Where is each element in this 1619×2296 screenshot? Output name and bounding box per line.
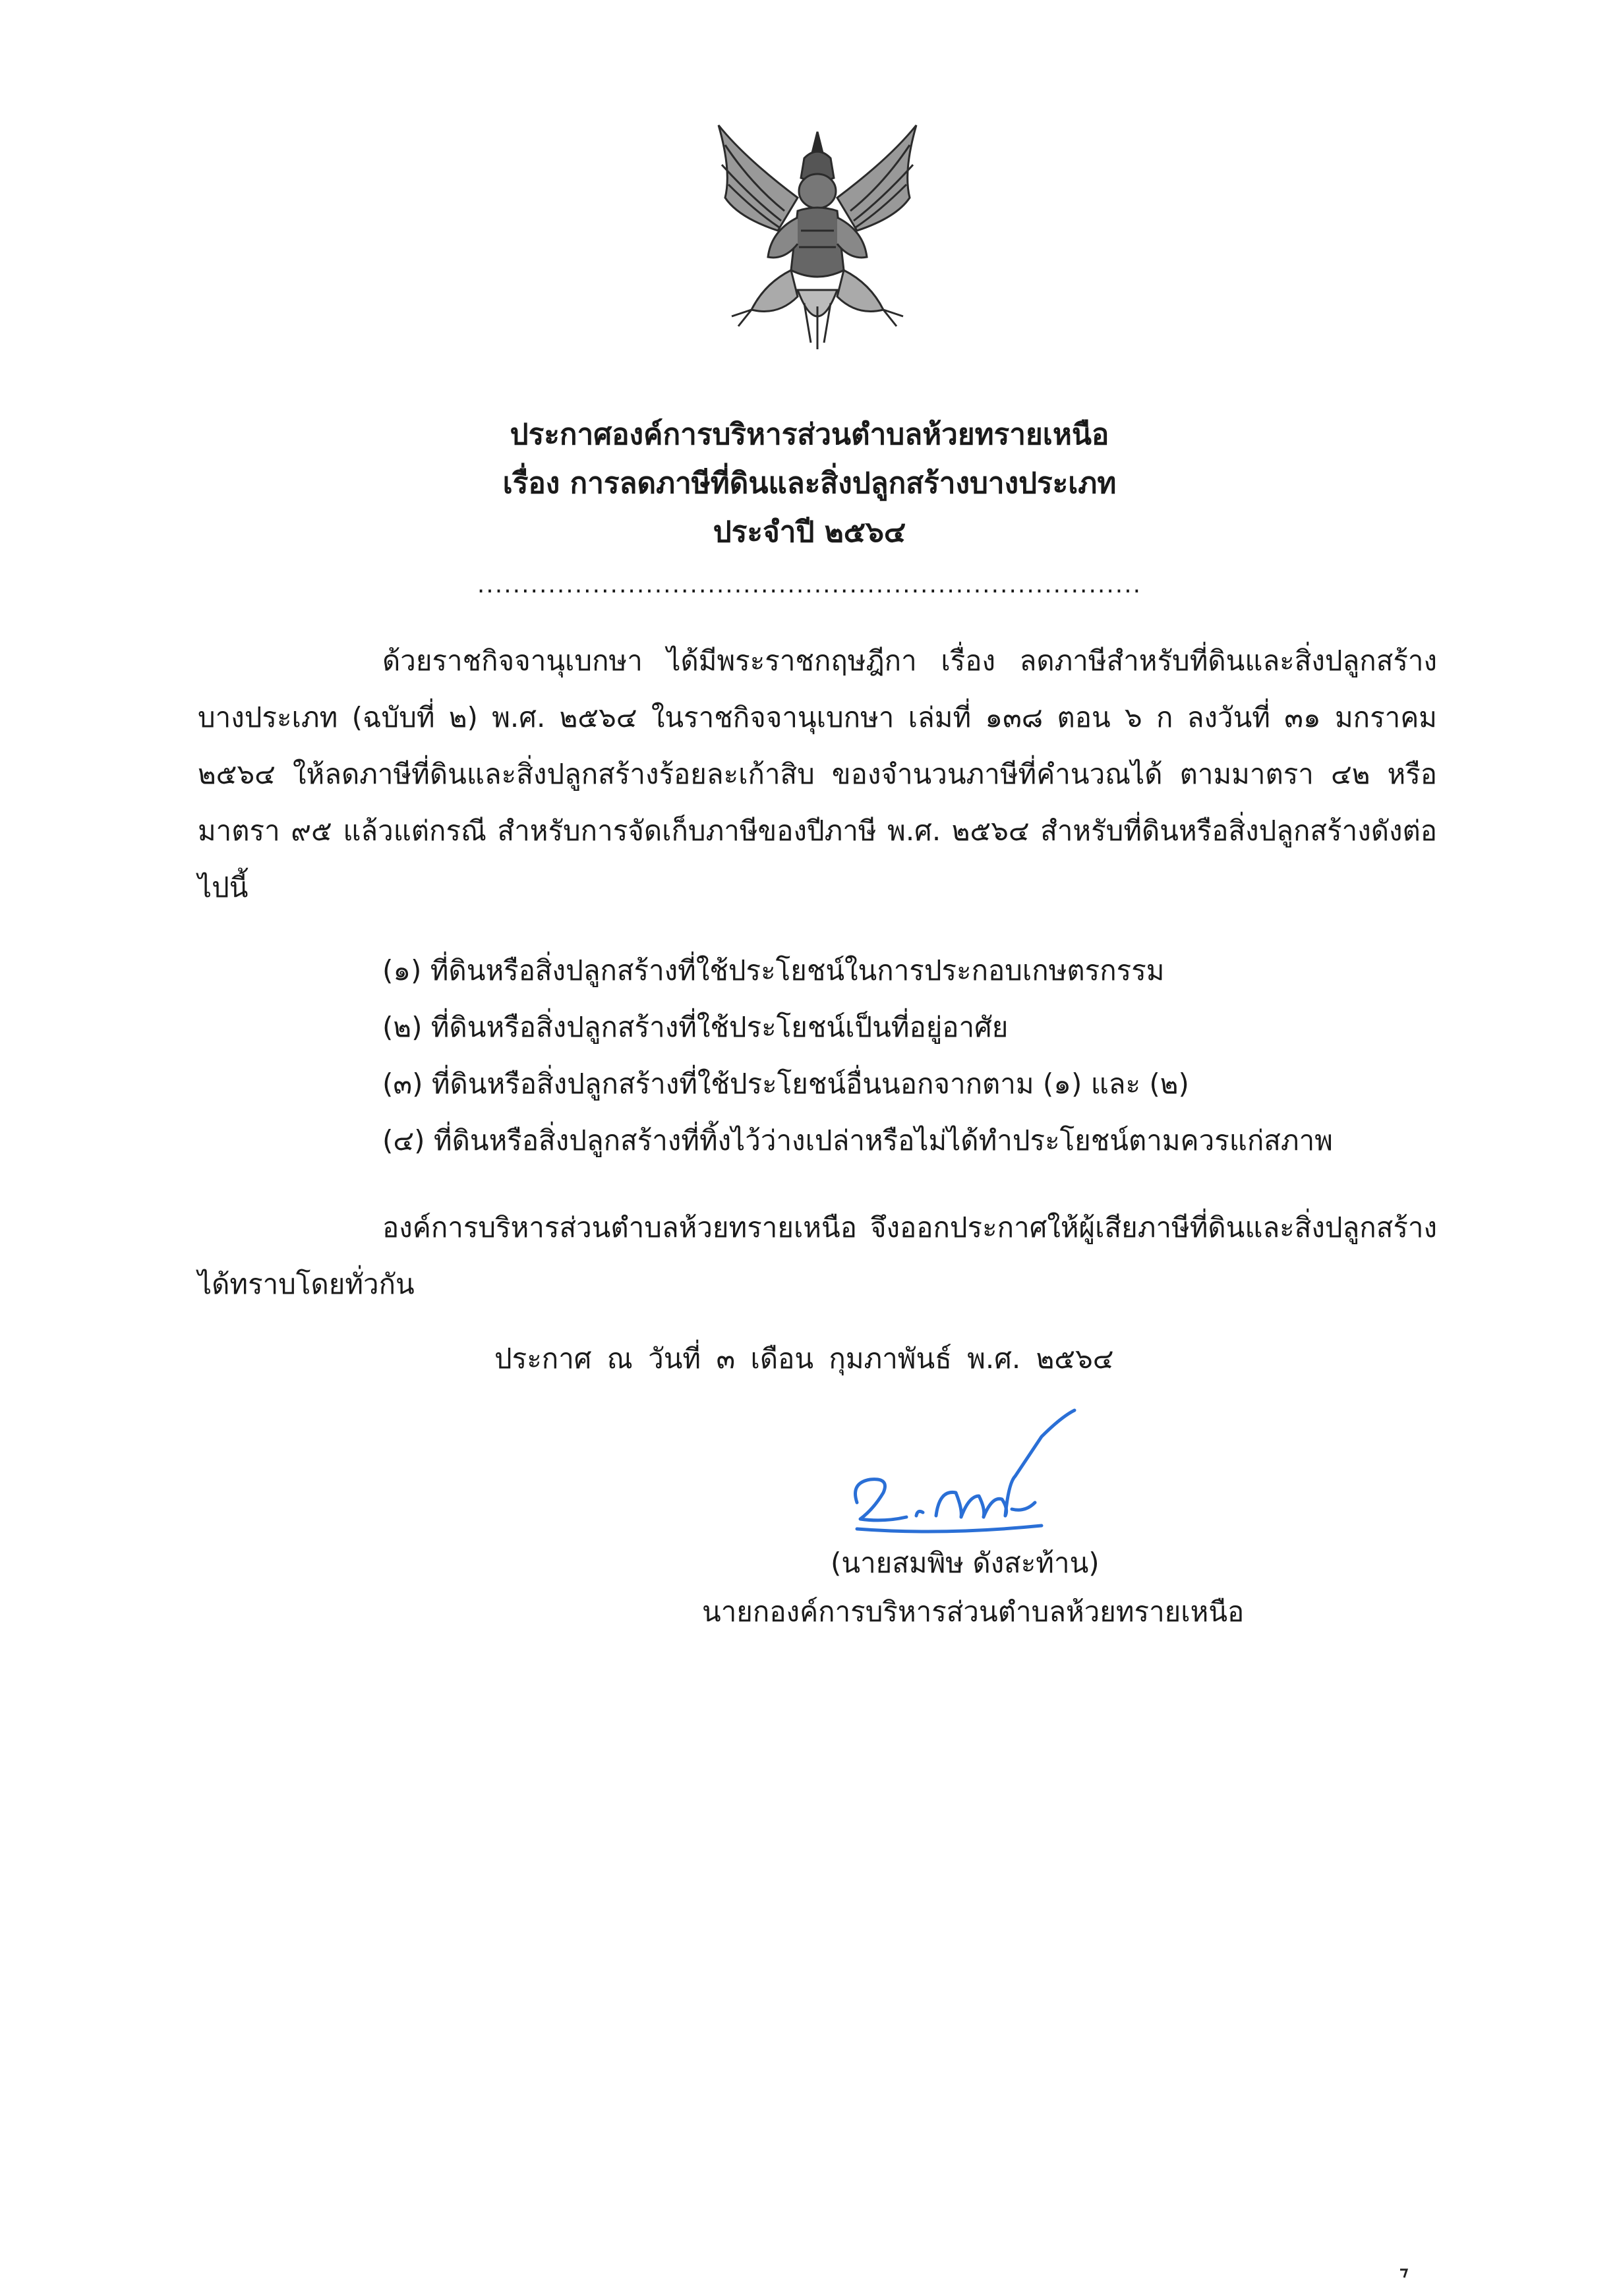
announcement-date: ประกาศ ณ วันที่ ๓ เดือน กุมภาพันธ์ พ.ศ. ๒๕๖๔ (494, 1342, 1114, 1375)
list-item: (๑) ที่ดินหรือสิ่งปลูกสร้างที่ใช้ประโยชน์ในการประกอบเกษตรกรรม (382, 954, 1165, 987)
body-paragraph-2: องค์การบริหารส่วนตำบลห้วยทรายเหนือ จึงออกประกาศให้ผู้เสียภาษีที่ดินและสิ่งปลูกสร้างได้ทราบโดยทั่วกัน (198, 1211, 1437, 1300)
separator-line: ........................................................................... (477, 571, 1142, 598)
list-item: (๒) ที่ดินหรือสิ่งปลูกสร้างที่ใช้ประโยชน์เป็นที่อยู่อาศัย (382, 1011, 1009, 1043)
list-item: (๔) ที่ดินหรือสิ่งปลูกสร้างที่ทิ้งไว้ว่างเปล่าหรือไม่ได้ทำประโยชน์ตามควรแก่สภาพ (382, 1124, 1333, 1157)
page-mark-icon (1398, 2267, 1411, 2280)
announcement-year: ประจำปี ๒๕๖๔ (713, 515, 906, 549)
announcement-subject: เรื่อง การลดภาษีที่ดินและสิ่งปลูกสร้างบางประเภท (502, 467, 1117, 500)
handwritten-signature-icon (844, 1404, 1094, 1555)
land-type-list (382, 942, 1437, 1169)
announcement-title: ประกาศองค์การบริหารส่วนตำบลห้วยทรายเหนือ (510, 418, 1109, 451)
signer-name: (นายสมพิษ ดังสะท้าน) (831, 1547, 1100, 1579)
body-paragraph-1: ด้วยราชกิจจานุเบกษา ได้มีพระราชกฤษฎีกา เรื่อง ลดภาษีสำหรับที่ดินและสิ่งปลูกสร้างบางประเภท (ฉบับที่ ๒) พ.ศ. ๒๕๖๔ ในราชกิจจานุเบกษา เล่มที่ ๑๓๘ ตอน ๖ ก ลงวันที่ ๓๑ มกราคม ๒๕๖๔ ให้ลดภาษีที่ดินและสิ่งปลูกสร้างร้อยละเก้าสิบ ของจำนวนภาษีที่คำนวณได้ ตามมาตรา ๔๒ หรือมาตรา ๙๕ แล้วแต่กรณี สำหรับการจัดเก็บภาษีของปีภาษี พ.ศ. ๒๕๖๔ สำหรับที่ดินหรือสิ่งปลูกสร้างดังต่อไปนี้ (198, 645, 1437, 904)
list-item: (๓) ที่ดินหรือสิ่งปลูกสร้างที่ใช้ประโยชน์อื่นนอกจากตาม (๑) และ (๒) (382, 1068, 1189, 1100)
signer-title: นายกองค์การบริหารส่วนตำบลห้วยทรายเหนือ (702, 1595, 1245, 1628)
garuda-emblem-icon (705, 119, 929, 356)
